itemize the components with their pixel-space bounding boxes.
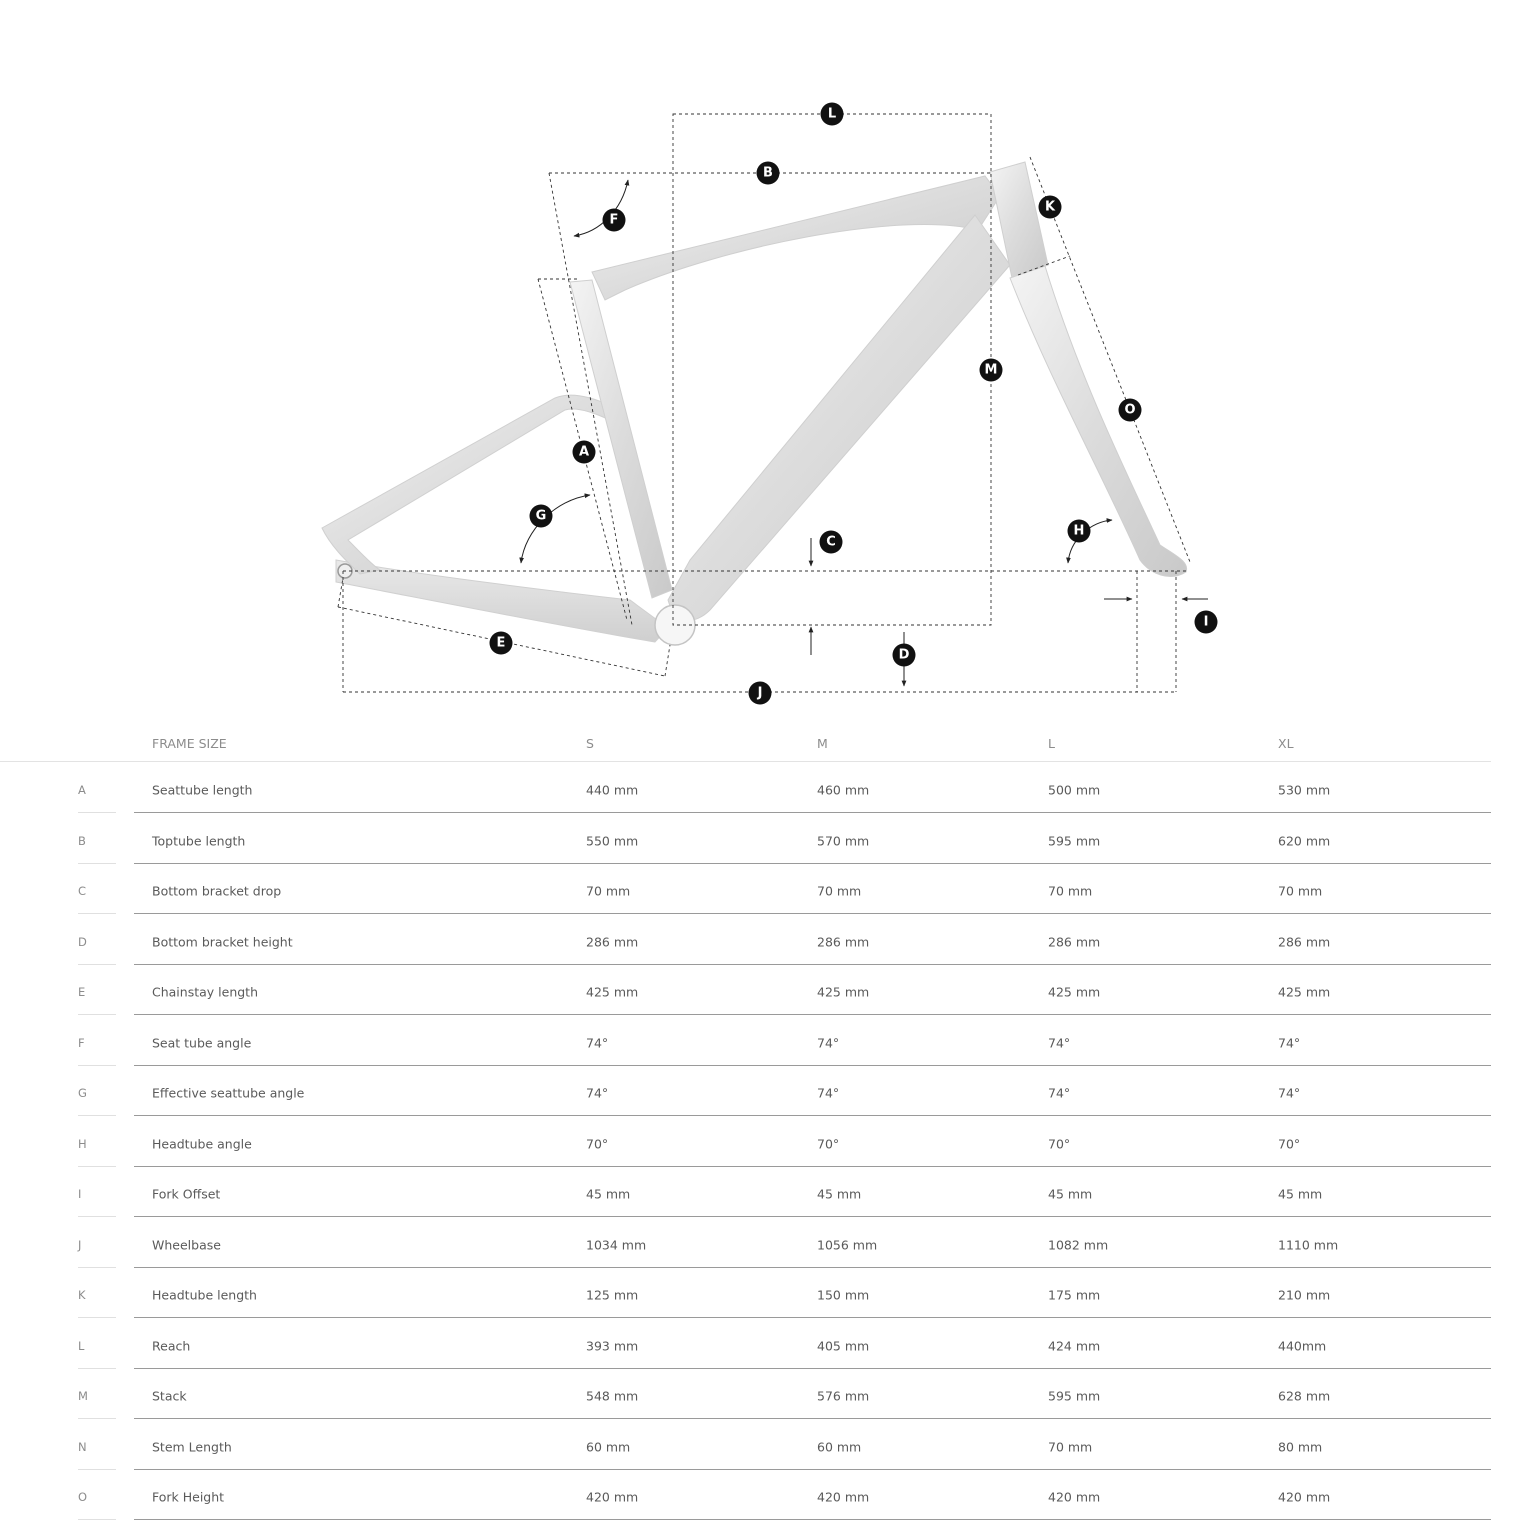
value-s: 425 mm — [586, 984, 639, 1000]
value-s: 1034 mm — [586, 1237, 647, 1253]
value-m: 420 mm — [817, 1489, 870, 1505]
value-m: 286 mm — [817, 934, 870, 950]
value-m: 425 mm — [817, 984, 870, 1000]
value-s: 286 mm — [586, 934, 639, 950]
row-code: E — [78, 985, 86, 1000]
svg-text:I: I — [1203, 614, 1209, 630]
svg-text:E: E — [496, 635, 506, 651]
value-l: 74° — [1048, 1035, 1071, 1051]
value-s: 45 mm — [586, 1186, 631, 1202]
value-xl: 210 mm — [1278, 1287, 1331, 1303]
value-l: 424 mm — [1048, 1338, 1101, 1354]
value-s: 393 mm — [586, 1338, 639, 1354]
value-l: 74° — [1048, 1085, 1071, 1101]
table-row — [0, 1217, 1523, 1268]
marker-L — [821, 103, 844, 126]
row-code: L — [78, 1338, 85, 1353]
value-xl: 620 mm — [1278, 833, 1331, 849]
row-code: J — [78, 1237, 82, 1252]
table-row — [0, 1116, 1523, 1167]
row-code: G — [78, 1086, 87, 1101]
table-row — [0, 1065, 1523, 1116]
value-s: 440 mm — [586, 782, 639, 798]
value-xl: 74° — [1278, 1035, 1301, 1051]
value-xl: 425 mm — [1278, 984, 1331, 1000]
marker-J — [749, 682, 772, 705]
svg-text:O: O — [1124, 402, 1136, 418]
row-label: Reach — [152, 1338, 191, 1354]
value-m: 74° — [817, 1035, 840, 1051]
table-row — [0, 1318, 1523, 1369]
row-code: D — [78, 934, 87, 949]
value-xl: 440mm — [1278, 1338, 1327, 1354]
value-s: 70 mm — [586, 883, 631, 899]
value-xl: 1110 mm — [1278, 1237, 1339, 1253]
value-m: 70° — [817, 1136, 840, 1152]
value-m: 74° — [817, 1085, 840, 1101]
fork — [1010, 266, 1187, 576]
row-label: Seat tube angle — [152, 1035, 252, 1051]
row-code: N — [78, 1439, 87, 1454]
value-l: 286 mm — [1048, 934, 1101, 950]
header-size-xl: XL — [1278, 736, 1294, 751]
row-code: A — [78, 783, 86, 798]
row-label: Bottom bracket drop — [152, 883, 282, 899]
row-label: Chainstay length — [152, 984, 258, 1000]
row-label: Toptube length — [152, 833, 246, 849]
table-row — [0, 1368, 1523, 1419]
value-s: 60 mm — [586, 1439, 631, 1455]
table-row — [0, 1419, 1523, 1470]
svg-text:D: D — [898, 647, 910, 663]
row-code: C — [78, 884, 87, 899]
table-row — [0, 1015, 1523, 1066]
header-frame-size: FRAME SIZE — [152, 736, 227, 751]
marker-D — [893, 644, 916, 667]
table-header — [0, 732, 1523, 762]
row-label: Effective seattube angle — [152, 1085, 305, 1101]
seatstay — [322, 395, 625, 574]
value-xl: 70° — [1278, 1136, 1301, 1152]
header-size-s: S — [586, 736, 594, 751]
value-xl: 628 mm — [1278, 1388, 1331, 1404]
svg-text:C: C — [826, 534, 836, 550]
value-s: 550 mm — [586, 833, 639, 849]
value-l: 420 mm — [1048, 1489, 1101, 1505]
marker-K — [1039, 196, 1062, 219]
value-m: 570 mm — [817, 833, 870, 849]
svg-text:K: K — [1044, 199, 1056, 215]
value-xl: 70 mm — [1278, 883, 1323, 899]
svg-text:A: A — [578, 444, 590, 460]
table-row — [0, 914, 1523, 965]
marker-E — [490, 632, 513, 655]
marker-M — [980, 359, 1003, 382]
row-label: Stack — [152, 1388, 187, 1404]
value-xl: 45 mm — [1278, 1186, 1323, 1202]
value-l: 1082 mm — [1048, 1237, 1109, 1253]
value-m: 70 mm — [817, 883, 862, 899]
row-label: Headtube length — [152, 1287, 257, 1303]
value-s: 548 mm — [586, 1388, 639, 1404]
value-l: 500 mm — [1048, 782, 1101, 798]
marker-O — [1119, 399, 1142, 422]
row-label: Fork Height — [152, 1489, 225, 1505]
svg-text:H: H — [1073, 523, 1085, 539]
seat-tube — [570, 280, 672, 598]
row-label: Headtube angle — [152, 1136, 252, 1152]
svg-text:F: F — [609, 212, 619, 228]
row-label: Stem Length — [152, 1439, 232, 1455]
table-row — [0, 762, 1523, 813]
value-l: 595 mm — [1048, 1388, 1101, 1404]
svg-text:M: M — [984, 362, 998, 378]
table-row — [0, 964, 1523, 1015]
row-code: O — [78, 1490, 88, 1505]
marker-C — [820, 531, 843, 554]
table-row — [0, 813, 1523, 864]
row-divider — [134, 1519, 1491, 1520]
value-m: 45 mm — [817, 1186, 862, 1202]
marker-A — [573, 441, 596, 464]
row-code: B — [78, 833, 86, 848]
header-size-l: L — [1048, 736, 1055, 751]
value-l: 45 mm — [1048, 1186, 1093, 1202]
frame-geometry-diagram — [0, 0, 1523, 730]
value-l: 70° — [1048, 1136, 1071, 1152]
value-xl: 286 mm — [1278, 934, 1331, 950]
value-s: 420 mm — [586, 1489, 639, 1505]
table-row — [0, 1469, 1523, 1520]
table-row — [0, 1166, 1523, 1217]
row-code: H — [78, 1136, 87, 1151]
table-row — [0, 863, 1523, 914]
value-s: 74° — [586, 1035, 609, 1051]
value-xl: 530 mm — [1278, 782, 1331, 798]
row-label: Seattube length — [152, 782, 253, 798]
down-tube — [668, 215, 1010, 620]
row-code: M — [78, 1389, 88, 1404]
chainstay — [336, 560, 668, 642]
header-size-m: M — [817, 736, 828, 751]
marker-I — [1195, 611, 1218, 634]
svg-text:L: L — [827, 106, 837, 122]
value-l: 175 mm — [1048, 1287, 1101, 1303]
row-label: Bottom bracket height — [152, 934, 293, 950]
row-code: K — [78, 1288, 86, 1303]
value-xl: 420 mm — [1278, 1489, 1331, 1505]
marker-B — [757, 162, 780, 185]
row-label: Fork Offset — [152, 1186, 221, 1202]
table-row — [0, 1267, 1523, 1318]
marker-G — [530, 505, 553, 528]
value-s: 125 mm — [586, 1287, 639, 1303]
value-xl: 80 mm — [1278, 1439, 1323, 1455]
value-m: 150 mm — [817, 1287, 870, 1303]
row-label: Wheelbase — [152, 1237, 221, 1253]
value-xl: 74° — [1278, 1085, 1301, 1101]
row-code: I — [78, 1187, 82, 1202]
value-l: 70 mm — [1048, 1439, 1093, 1455]
value-s: 70° — [586, 1136, 609, 1152]
marker-F — [603, 209, 626, 232]
row-code-divider — [78, 1519, 116, 1520]
svg-text:G: G — [535, 508, 547, 524]
marker-H — [1068, 520, 1091, 543]
row-code: F — [78, 1035, 85, 1050]
value-m: 60 mm — [817, 1439, 862, 1455]
bike-frame — [322, 162, 1187, 645]
value-l: 70 mm — [1048, 883, 1093, 899]
svg-text:J: J — [757, 685, 763, 701]
svg-text:B: B — [763, 165, 773, 181]
value-l: 425 mm — [1048, 984, 1101, 1000]
value-m: 405 mm — [817, 1338, 870, 1354]
value-m: 576 mm — [817, 1388, 870, 1404]
value-m: 1056 mm — [817, 1237, 878, 1253]
value-s: 74° — [586, 1085, 609, 1101]
value-m: 460 mm — [817, 782, 870, 798]
value-l: 595 mm — [1048, 833, 1101, 849]
